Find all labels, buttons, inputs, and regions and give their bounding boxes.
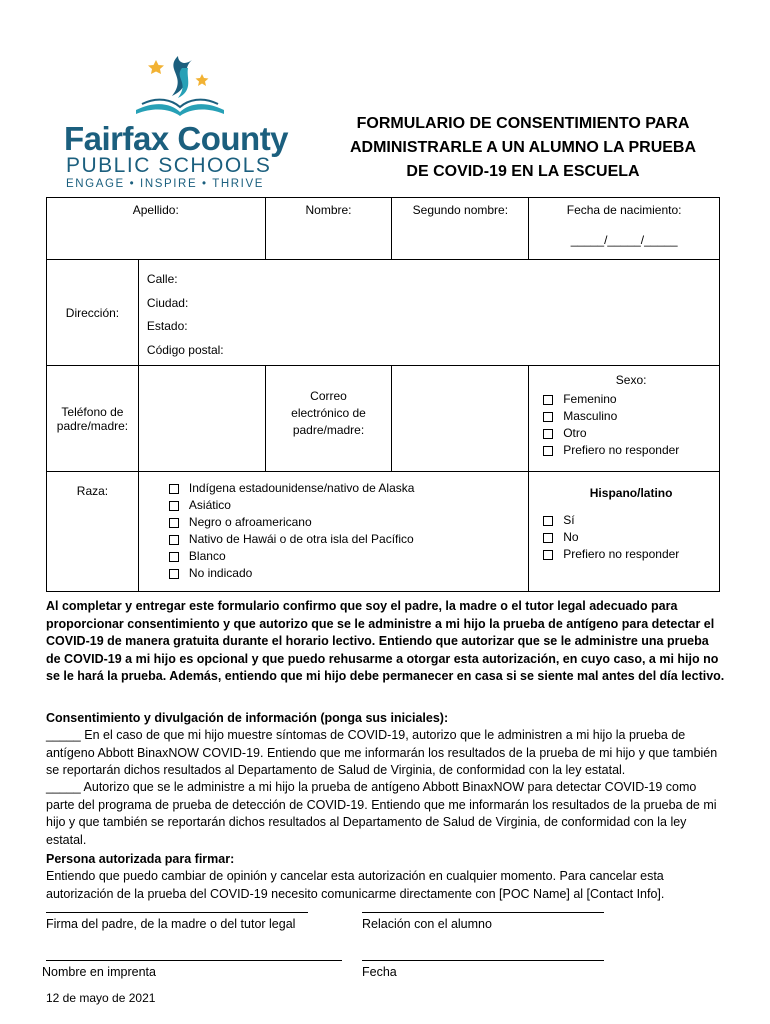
- direccion-label-cell: [47, 260, 139, 366]
- correo-cell[interactable]: [392, 366, 529, 472]
- checkbox-icon[interactable]: [169, 535, 179, 545]
- checkbox-icon[interactable]: [169, 552, 179, 562]
- sexo-option-masculino[interactable]: Masculino: [543, 408, 719, 425]
- authorized-text: Entiendo que puedo cambiar de opinión y cancelar esta autorización en cualquier momento. Para cancelar esta autorización de la prueba del COVID-19 necesito comunicarme directamente con [POC Name] al [Contact Info].: [46, 869, 665, 901]
- raza-label-cell: [47, 472, 139, 592]
- checkbox-icon[interactable]: [169, 569, 179, 579]
- checkbox-icon[interactable]: [543, 412, 553, 422]
- relacion-line[interactable]: [362, 912, 604, 913]
- telefono-label: Teléfono de padre/madre:: [56, 404, 129, 433]
- raza-option-indigena[interactable]: Indígena estadounidense/nativo de Alaska: [169, 480, 528, 497]
- title-line-1: FORMULARIO DE CONSENTIMIENTO PARA: [356, 115, 690, 132]
- checkbox-icon[interactable]: [543, 533, 553, 543]
- ciudad-label: Ciudad:: [146, 295, 189, 310]
- estado-label: Estado:: [146, 319, 188, 333]
- direccion-cell[interactable]: [138, 260, 719, 366]
- nombre-label: Nombre:: [305, 203, 352, 217]
- codigo-postal-label: Código postal:: [146, 342, 224, 357]
- hispano-label: Hispano/latino: [589, 486, 673, 500]
- sexo-option-otro[interactable]: Otro: [543, 425, 719, 442]
- nombre-cell[interactable]: [265, 198, 392, 260]
- telefono-label-cell: [47, 366, 139, 472]
- raza-option-nativo-hawai[interactable]: Nativo de Hawái o de otra isla del Pacífico: [169, 531, 528, 548]
- correo-label-cell: [265, 366, 392, 472]
- sexo-label: Sexo:: [615, 373, 647, 387]
- hispano-option-no[interactable]: No: [543, 529, 719, 546]
- logo-name: Fairfax County: [64, 120, 289, 157]
- hispano-option-si[interactable]: Sí: [543, 512, 719, 529]
- direccion-label: Dirección:: [65, 305, 120, 320]
- checkbox-icon[interactable]: [543, 446, 553, 456]
- hispano-cell: [529, 472, 720, 592]
- correo-label: Correo electrónico de padre/madre:: [291, 389, 366, 437]
- student-info-table: [46, 197, 720, 592]
- checkbox-icon[interactable]: [169, 501, 179, 511]
- hispano-option-prefiero[interactable]: Prefiero no responder: [543, 546, 719, 563]
- raza-label: Raza:: [76, 484, 109, 498]
- fecha-nacimiento-label: Fecha de nacimiento:: [566, 203, 682, 217]
- document-date: 12 de mayo de 2021: [46, 991, 156, 1005]
- raza-option-blanco[interactable]: Blanco: [169, 548, 528, 565]
- raza-cell: [138, 472, 528, 592]
- raza-option-no-indicado[interactable]: No indicado: [169, 565, 528, 582]
- nombre-label: Nombre en imprenta: [42, 965, 156, 979]
- fcps-logo: [60, 52, 300, 192]
- firma-label: Firma del padre, de la madre o del tutor legal: [46, 917, 296, 931]
- fecha-nacimiento-blank: _____/_____/_____: [570, 233, 678, 247]
- title-line-2: ADMINISTRARLE A UN ALUMNO LA PRUEBA: [349, 139, 697, 156]
- raza-option-asiatico[interactable]: Asiático: [169, 497, 528, 514]
- fecha-line[interactable]: [362, 960, 604, 961]
- consent-heading: Consentimiento y divulgación de información (ponga sus iniciales):: [46, 711, 449, 725]
- raza-option-negro[interactable]: Negro o afroamericano: [169, 514, 528, 531]
- form-title: [318, 112, 728, 184]
- title-line-3: DE COVID-19 EN LA ESCUELA: [406, 163, 640, 180]
- authorized-heading: Persona autorizada para firmar:: [46, 852, 235, 866]
- consent-item-1: _____ En el caso de que mi hijo muestre síntomas de COVID-19, autorizo que le administren a mi hijo la prueba de antígeno Abbott BinaxNOW COVID-19. Entiendo que me informarán los resultados de la prueba de mi hijo y que también se reportarán dichos resultados al Departamento de Salud de Virginia, de conformidad con la ley estatal.: [46, 728, 718, 777]
- sexo-cell: [529, 366, 720, 472]
- checkbox-icon[interactable]: [543, 550, 553, 560]
- fecha-label: Fecha: [362, 965, 397, 979]
- consent-item-2: _____ Autorizo que se le administre a mi hijo la prueba de antígeno Abbott BinaxNOW para detectar COVID-19 como parte del programa de prueba de detección de COVID-19. Entiendo que me informarán los resultados de la prueba de mi hijo y que también se reportarán dichos resultados al Departamento de Salud de Virginia, de conformidad con la ley estatal.: [46, 780, 717, 847]
- apellido-label: Apellido:: [132, 203, 179, 217]
- torch-book-icon: [60, 52, 300, 122]
- nombre-line[interactable]: [46, 960, 342, 961]
- sexo-option-femenino[interactable]: Femenino: [543, 391, 719, 408]
- logo-tagline: ENGAGE • INSPIRE • THRIVE: [66, 178, 265, 190]
- apellido-cell[interactable]: [47, 198, 266, 260]
- calle-label: Calle:: [146, 272, 178, 286]
- fecha-nacimiento-cell[interactable]: [529, 198, 720, 260]
- segundo-nombre-cell[interactable]: [392, 198, 529, 260]
- checkbox-icon[interactable]: [169, 518, 179, 528]
- telefono-cell[interactable]: [138, 366, 265, 472]
- consent-statement: Al completar y entregar este formulario confirmo que soy el padre, la madre o el tutor legal adecuado para proporcionar consentimiento y que autorizo que se le administre a mi hijo la prueba de antígeno para detectar el COVID-19 de manera gratuita durante el horario lectivo. Entiendo que autorizar que se le administre una prueba de COVID-19 a mi hijo es opcional y que puedo rehusarme a otorgar esta autorización, en cuyo caso, a mi hijo no se le hará la prueba. Además, entiendo que mi hijo debe permanecer en casa si se siente mal antes del día lectivo.: [46, 599, 725, 683]
- sexo-option-prefiero[interactable]: Prefiero no responder: [543, 442, 719, 459]
- firma-line[interactable]: [46, 912, 308, 913]
- segundo-nombre-label: Segundo nombre:: [412, 203, 509, 217]
- relacion-label: Relación con el alumno: [362, 917, 492, 931]
- logo-subtitle: PUBLIC SCHOOLS: [66, 154, 272, 177]
- checkbox-icon[interactable]: [543, 516, 553, 526]
- checkbox-icon[interactable]: [169, 484, 179, 494]
- checkbox-icon[interactable]: [543, 429, 553, 439]
- checkbox-icon[interactable]: [543, 395, 553, 405]
